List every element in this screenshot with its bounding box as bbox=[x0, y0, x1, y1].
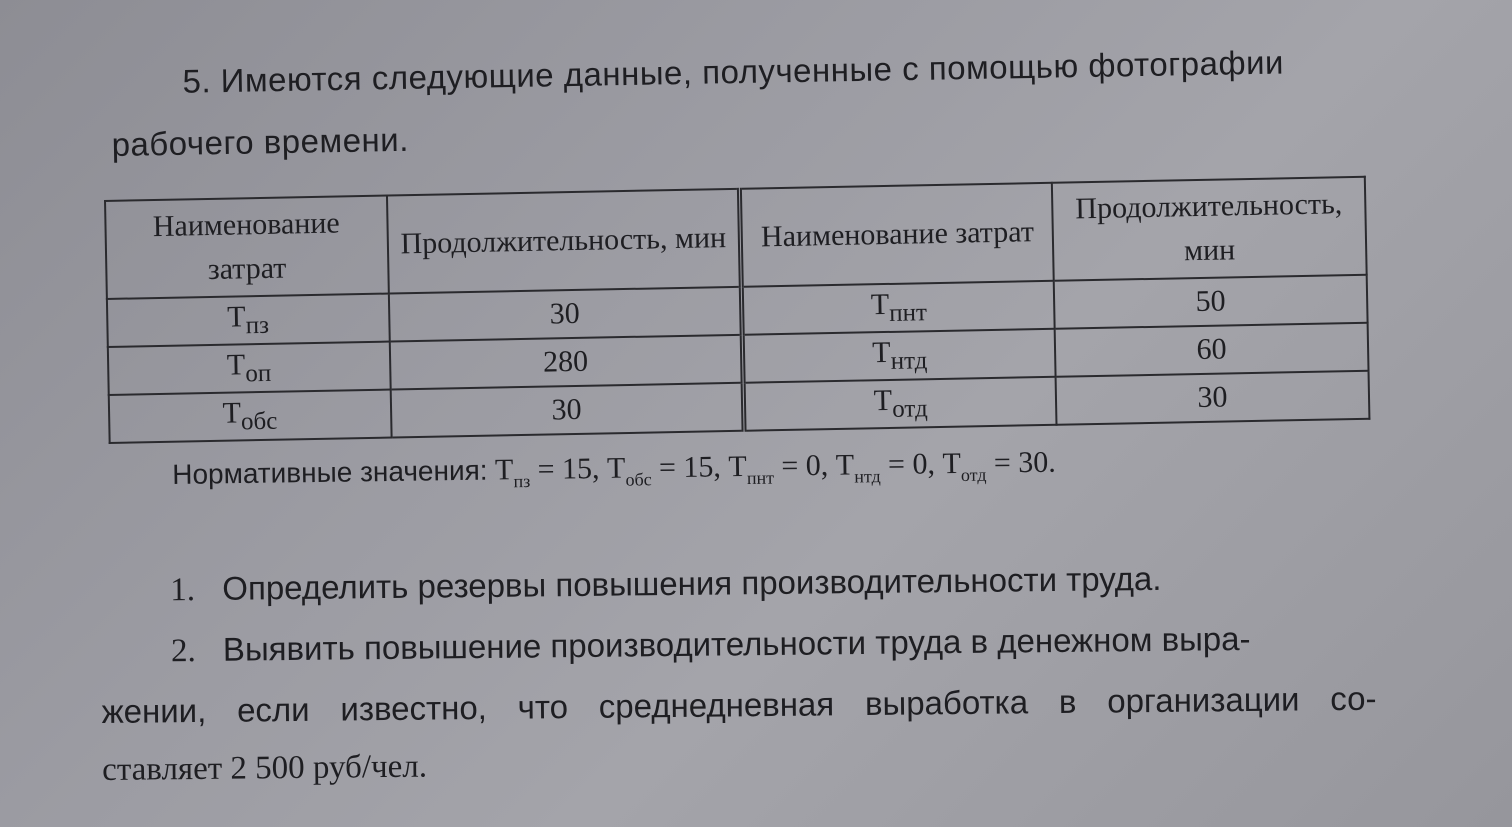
question-2-continuation: жении, если известно, что среднедневная выработка в организации со- bbox=[101, 679, 1377, 730]
duration-cell: 30 bbox=[1056, 371, 1370, 425]
duration-cell: 30 bbox=[390, 383, 744, 438]
cost-name-cell: $Т_{обс}$ bbox=[109, 390, 391, 443]
question-2-number: 2. bbox=[170, 633, 196, 670]
duration-cell: 280 bbox=[389, 335, 743, 390]
cost-name-cell: $Т_{пз}$ bbox=[107, 294, 389, 347]
header-name-col-1: Наименование затрат bbox=[105, 196, 388, 299]
cost-name-cell: $Т_{оп}$ bbox=[108, 342, 390, 395]
time-data-table bbox=[104, 176, 1370, 444]
task-statement-line-2: рабочего времени. bbox=[111, 120, 410, 163]
question-2-text: Выявить повышение производительности труда в денежном выра- bbox=[222, 619, 1251, 668]
question-1-text: Определить резервы повышения производительности труда. bbox=[222, 559, 1162, 607]
duration-cell: 30 bbox=[388, 287, 742, 342]
norm-item: $Т_{нтд} = 0$, bbox=[835, 447, 943, 487]
header-duration-col-2: Продолжительность, мин bbox=[1052, 177, 1367, 281]
question-1-number: 1. bbox=[170, 572, 196, 609]
norm-item: $Т_{пз} = 15$, bbox=[494, 451, 608, 492]
task-statement-line-1: 5. Имеются следующие данные, полученные с помощью фотографии bbox=[182, 43, 1285, 100]
duration-cell: 60 bbox=[1055, 323, 1369, 377]
cost-name-cell: $Т_{отд}$ bbox=[743, 377, 1056, 431]
question-2-last-line: ставляет 2 500 руб/чел. bbox=[102, 748, 428, 788]
cost-name-cell: $Т_{нтд}$ bbox=[743, 329, 1056, 383]
header-duration-col-1: Продолжительность, мин bbox=[386, 189, 741, 294]
norm-item: $Т_{обс} = 15$, bbox=[606, 450, 729, 490]
normative-values-label: Нормативные значения: bbox=[172, 454, 488, 490]
cost-name-cell: $Т_{пнт}$ bbox=[742, 281, 1055, 335]
task-statement bbox=[110, 30, 1362, 176]
normative-values bbox=[172, 446, 1056, 497]
duration-cell: 50 bbox=[1054, 275, 1368, 329]
question-list bbox=[100, 547, 1377, 800]
header-name-col-2: Наименование затрат bbox=[740, 183, 1054, 287]
norm-item: $Т_{пнт} = 0$, bbox=[728, 448, 837, 488]
norm-item: $Т_{отд} = 30$. bbox=[942, 445, 1056, 485]
